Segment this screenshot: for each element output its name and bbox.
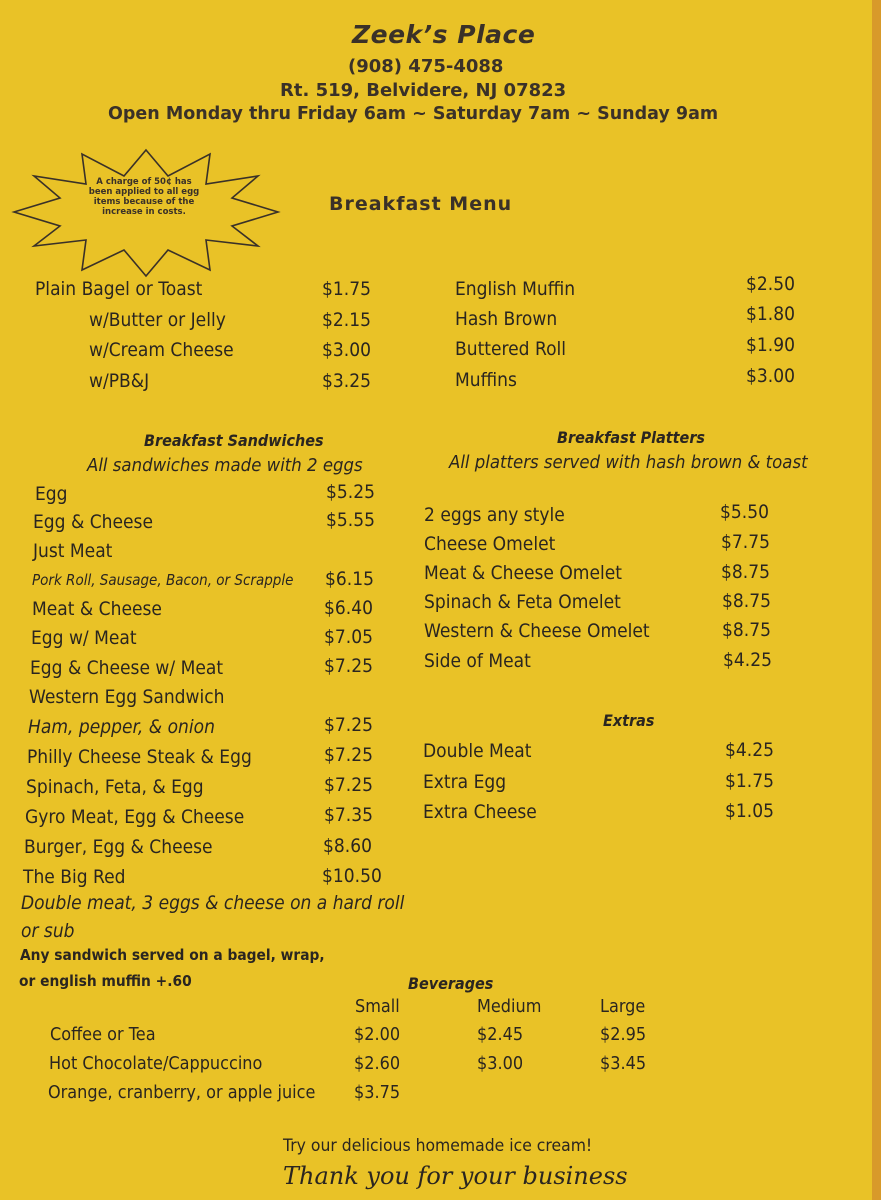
sandwiches-title: Breakfast Sandwiches [144, 431, 324, 450]
sandwiches-subtitle: All sandwiches made with 2 eggs [87, 455, 363, 476]
sandwich-upgrade-note: or english muffin +.60 [19, 972, 192, 990]
sandwich-item-price: $7.25 [324, 714, 373, 736]
extra-item-name: Double Meat [423, 740, 532, 762]
sandwich-item-price: $6.15 [325, 568, 374, 590]
size-header-large: Large [600, 997, 646, 1017]
beverage-price-large: $2.95 [600, 1025, 647, 1045]
platter-item-price: $8.75 [722, 590, 771, 612]
opening-hours: Open Monday thru Friday 6am ~ Saturday 7am ~ Sunday 9am [108, 104, 719, 124]
menu-item-price: $3.00 [746, 365, 795, 387]
beverage-price-medium: $2.45 [477, 1025, 524, 1045]
menu-item-price: $2.15 [322, 309, 371, 331]
size-header-medium: Medium [477, 997, 542, 1017]
beverages-title: Beverages [408, 974, 494, 993]
page-edge [872, 0, 881, 1200]
sandwich-item-name: Western Egg Sandwich [29, 686, 225, 708]
address: Rt. 519, Belvidere, NJ 07823 [280, 80, 567, 101]
sandwich-item-name: Gyro Meat, Egg & Cheese [25, 806, 245, 828]
platters-title: Breakfast Platters [557, 428, 706, 447]
menu-item-name: Plain Bagel or Toast [35, 278, 203, 300]
restaurant-name: Zeek’s Place [352, 20, 536, 49]
platters-subtitle: All platters served with hash brown & toast [449, 452, 808, 473]
beverage-name: Orange, cranberry, or apple juice [48, 1083, 316, 1103]
ice-cream-promo: Try our delicious homemade ice cream! [283, 1136, 593, 1156]
sandwich-item-price: $5.55 [326, 509, 375, 531]
menu-item-name: w/Cream Cheese [89, 339, 234, 361]
beverage-price-small: $2.60 [354, 1054, 401, 1074]
price-increase-notice: A charge of 50¢ has been applied to all egg items because of the increase in costs. [88, 177, 200, 217]
beverage-name: Hot Chocolate/Cappuccino [49, 1054, 263, 1074]
sandwich-item-name: The Big Red [23, 866, 126, 888]
sandwich-item-name: Just Meat [33, 540, 113, 562]
big-red-description: Double meat, 3 eggs & cheese on a hard roll [21, 892, 405, 914]
beverage-price-small: $3.75 [354, 1083, 401, 1103]
sandwich-item-price: $7.25 [324, 655, 373, 677]
sandwich-item-price: $7.25 [324, 744, 373, 766]
menu-item-price: $1.80 [746, 303, 795, 325]
menu-item-name: w/PB&J [89, 370, 150, 392]
beverage-name: Coffee or Tea [50, 1025, 156, 1045]
menu-item-name: Buttered Roll [455, 338, 567, 360]
sandwich-item-name: Philly Cheese Steak & Egg [27, 746, 252, 768]
menu-item-name: w/Butter or Jelly [89, 309, 226, 331]
extra-item-price: $1.05 [725, 800, 774, 822]
platter-item-name: Meat & Cheese Omelet [424, 562, 622, 584]
sandwich-item-name: Meat & Cheese [32, 598, 162, 620]
menu-item-name: Muffins [455, 369, 517, 391]
platter-item-price: $5.50 [720, 501, 769, 523]
platter-item-name: Spinach & Feta Omelet [424, 591, 621, 613]
sandwich-item-price: $7.35 [324, 804, 373, 826]
menu-item-price: $1.75 [322, 278, 371, 300]
menu-title: Breakfast Menu [329, 193, 513, 215]
sandwich-item-price: $7.05 [324, 626, 373, 648]
sandwich-item-name: Egg & Cheese [33, 511, 153, 533]
sandwich-upgrade-note: Any sandwich served on a bagel, wrap, [20, 946, 325, 964]
extra-item-price: $4.25 [725, 739, 774, 761]
menu-item-price: $3.25 [322, 370, 371, 392]
platter-item-name: Side of Meat [424, 650, 531, 672]
sandwich-item-name: Burger, Egg & Cheese [24, 836, 213, 858]
sandwich-item-price: $8.60 [323, 835, 372, 857]
sandwich-item-name: Egg [35, 483, 68, 505]
thank-you-message: Thank you for your business [283, 1162, 628, 1190]
extra-item-name: Extra Egg [423, 771, 507, 793]
sandwich-item-name: Pork Roll, Sausage, Bacon, or Scrapple [32, 571, 294, 589]
sandwich-item-price: $7.25 [324, 774, 373, 796]
platter-item-price: $7.75 [721, 531, 770, 553]
menu-item-price: $1.90 [746, 334, 795, 356]
menu-item-name: Hash Brown [455, 308, 558, 330]
sandwich-item-name: Spinach, Feta, & Egg [26, 776, 204, 798]
extra-item-price: $1.75 [725, 770, 774, 792]
menu-item-price: $2.50 [746, 273, 795, 295]
beverage-price-small: $2.00 [354, 1025, 401, 1045]
platter-item-name: Western & Cheese Omelet [424, 620, 650, 642]
phone-number: (908) 475-4088 [348, 56, 504, 77]
sandwich-item-name: Ham, pepper, & onion [28, 716, 215, 738]
menu-item-name: English Muffin [455, 278, 576, 300]
sandwich-item-name: Egg & Cheese w/ Meat [30, 657, 224, 679]
platter-item-price: $8.75 [722, 619, 771, 641]
sandwich-item-price: $5.25 [326, 481, 375, 503]
platter-item-price: $4.25 [723, 649, 772, 671]
extras-title: Extras [603, 711, 655, 730]
big-red-description: or sub [21, 920, 75, 942]
platter-item-name: Cheese Omelet [424, 533, 556, 555]
beverage-price-medium: $3.00 [477, 1054, 524, 1074]
sandwich-item-name: Egg w/ Meat [31, 627, 137, 649]
size-header-small: Small [355, 997, 400, 1017]
beverage-price-large: $3.45 [600, 1054, 647, 1074]
menu-item-price: $3.00 [322, 339, 371, 361]
sandwich-item-price: $6.40 [324, 597, 373, 619]
extra-item-name: Extra Cheese [423, 801, 537, 823]
platter-item-name: 2 eggs any style [424, 504, 565, 526]
platter-item-price: $8.75 [721, 561, 770, 583]
sandwich-item-price: $10.50 [322, 865, 382, 887]
